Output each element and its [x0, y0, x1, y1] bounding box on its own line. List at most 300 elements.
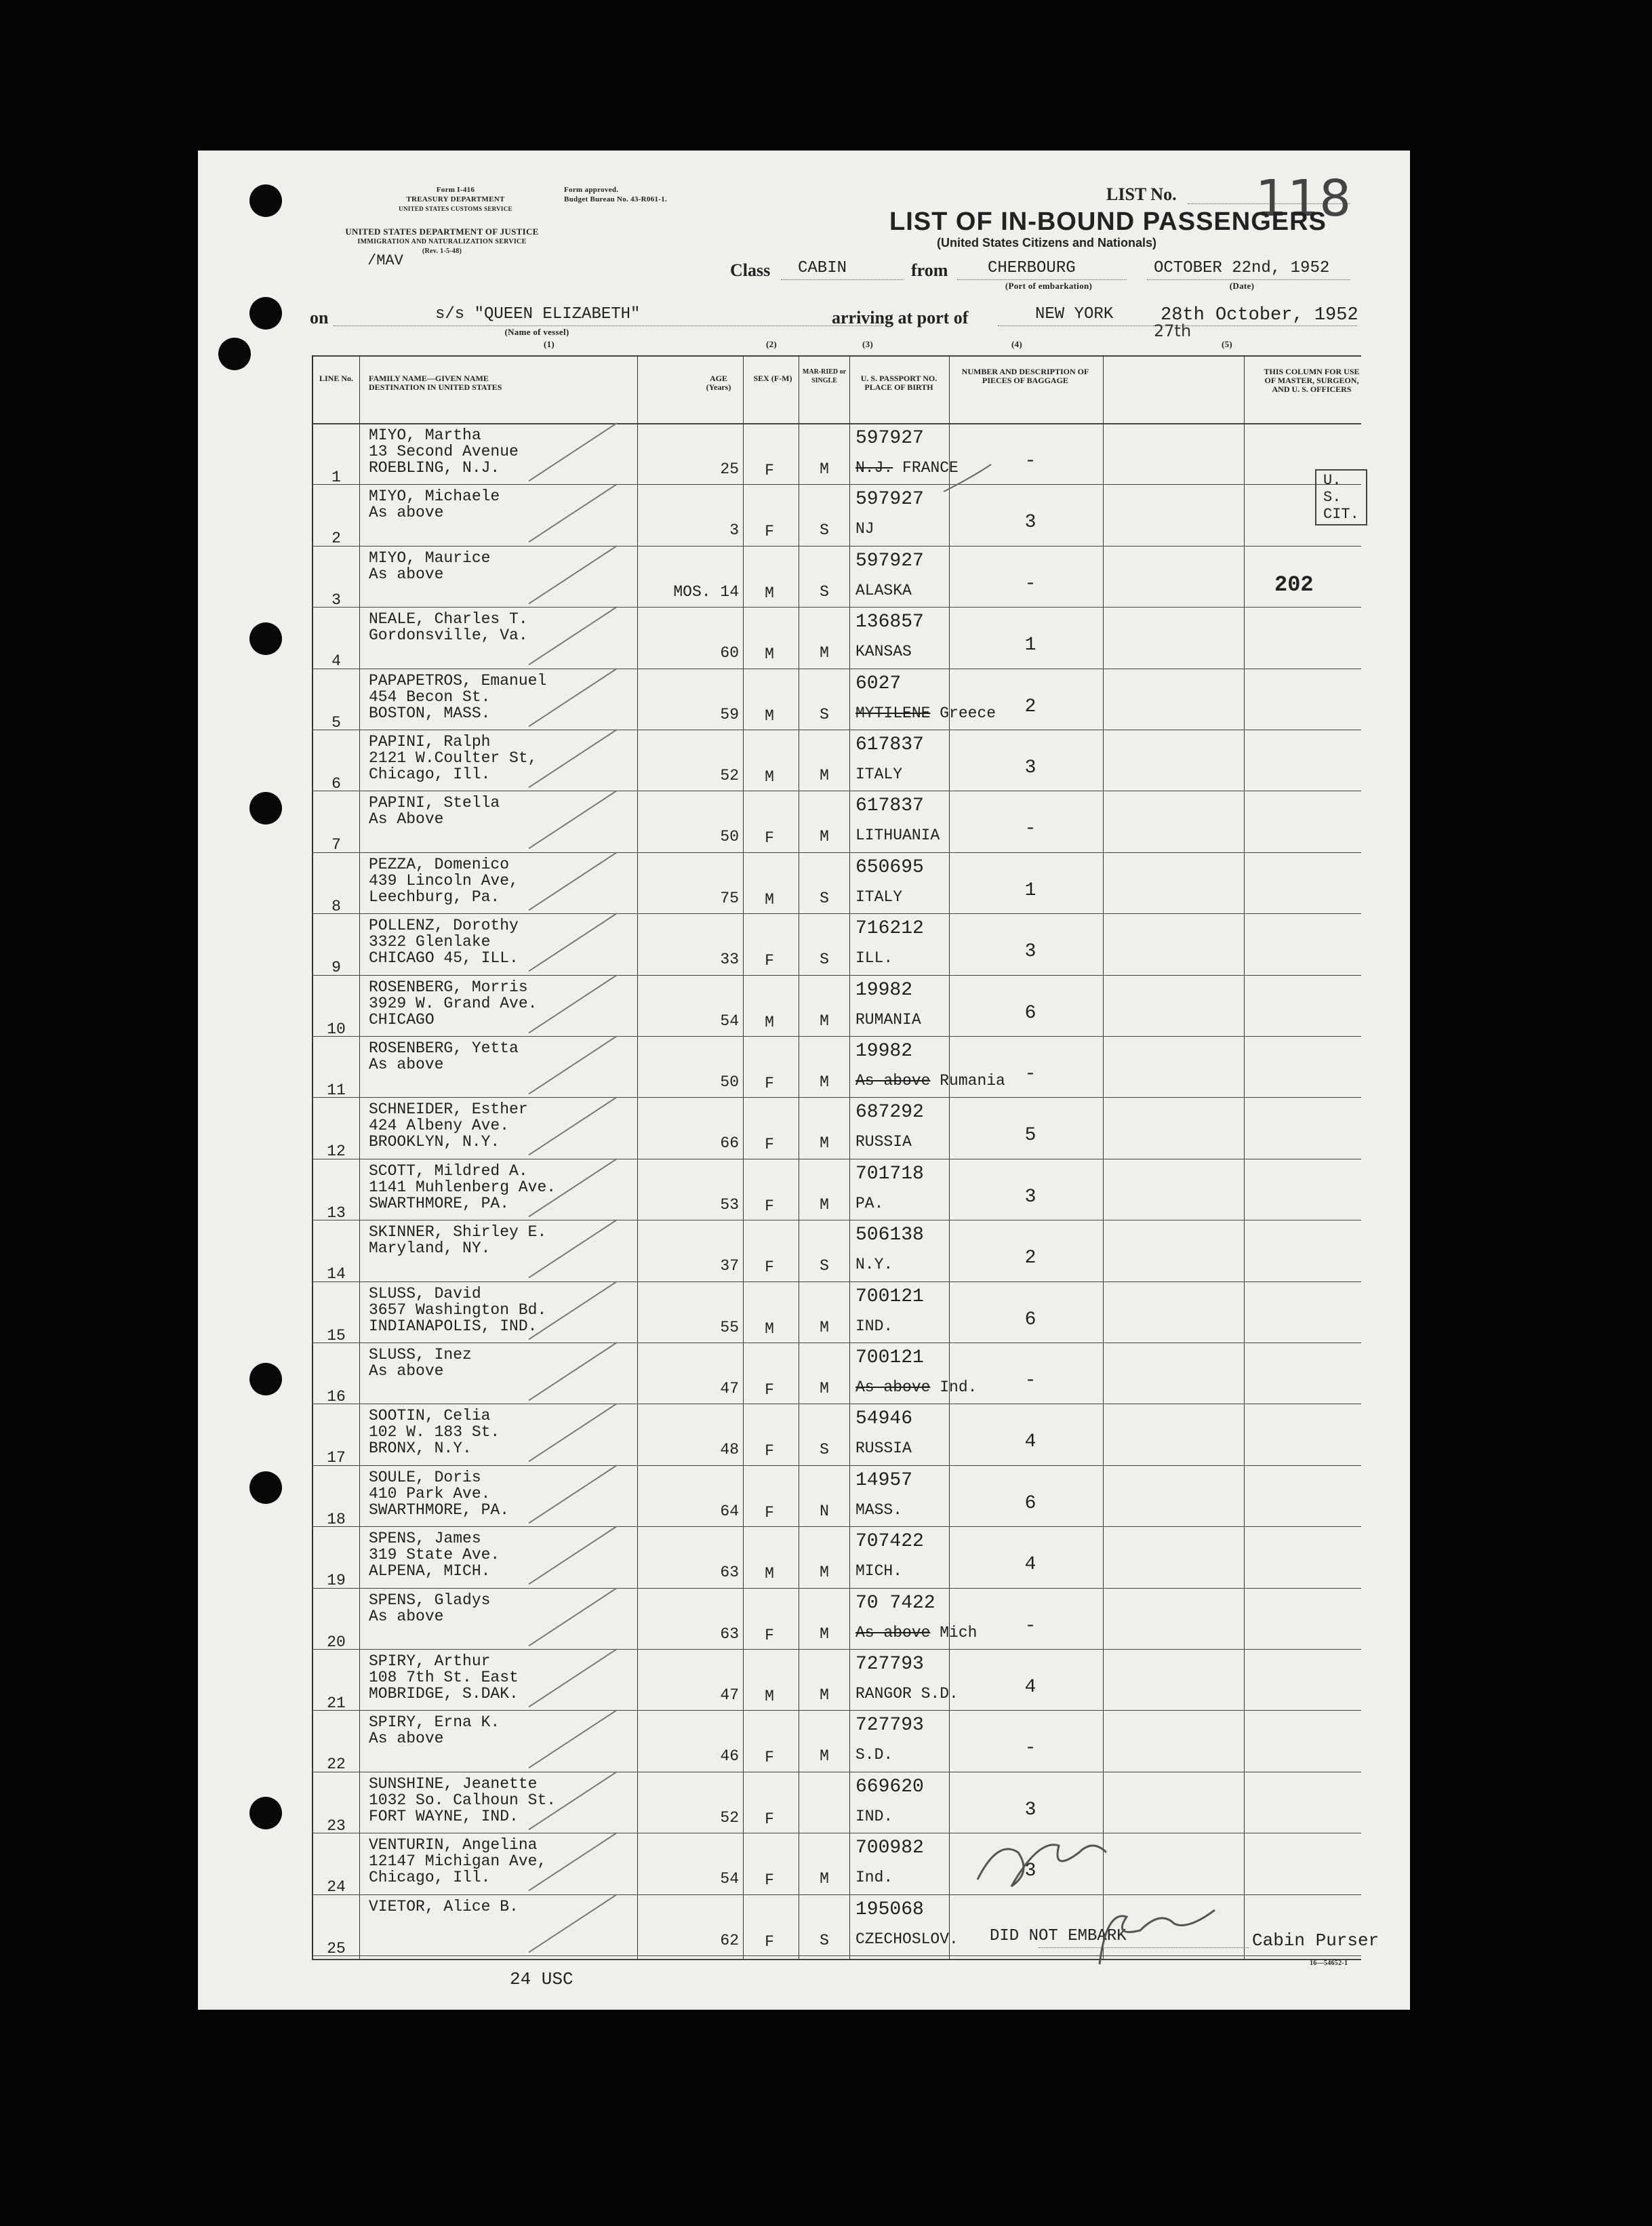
us-citizen-stamp: U. S. CIT. — [1315, 469, 1367, 525]
passport-number: 617837 — [855, 734, 924, 755]
passenger-name: SKINNER, Shirley E. — [369, 1223, 547, 1241]
passenger-sex: M — [765, 584, 774, 602]
destination-line-1: As above — [369, 504, 444, 522]
passenger-name: VIETOR, Alice B. — [369, 1897, 519, 1915]
destination-line-2: BOSTON, MASS. — [369, 704, 491, 722]
passenger-name: POLLENZ, Dorothy — [369, 917, 519, 935]
passport-number: 70 7422 — [855, 1592, 935, 1614]
passenger-age: 63 — [720, 1564, 739, 1582]
baggage-count: 5 — [1024, 1125, 1036, 1147]
baggage-count: 6 — [1024, 1492, 1036, 1514]
passenger-name: SOULE, Doris — [369, 1468, 481, 1486]
passenger-age: 46 — [720, 1747, 739, 1766]
passport-number: 707422 — [855, 1531, 924, 1553]
marital-status: M — [820, 1686, 829, 1704]
marital-status: S — [820, 889, 829, 907]
row-line-number: 19 — [327, 1572, 346, 1590]
class-label: Class — [730, 260, 771, 280]
passenger-sex: M — [765, 707, 774, 725]
row-line-number: 9 — [331, 959, 341, 977]
clerk-initials: /MAV — [367, 252, 403, 269]
passenger-sex: F — [765, 1932, 774, 1951]
page-subtitle: (United States Citizens and Nationals) — [937, 236, 1157, 250]
row-line-number: 11 — [327, 1081, 346, 1099]
form-number: Form I-416 — [436, 186, 475, 194]
passenger-sex: M — [765, 1013, 774, 1031]
row-line-number: 10 — [327, 1020, 346, 1038]
marital-status: M — [820, 1625, 829, 1643]
struck-place-of-birth: N.J. — [855, 459, 893, 477]
marital-status: M — [820, 1380, 829, 1397]
passport-number: 650695 — [855, 856, 924, 878]
place-of-birth-value: Ind. — [940, 1378, 978, 1396]
place-of-birth-value: LITHUANIA — [855, 827, 940, 845]
place-of-birth-value: ALASKA — [855, 581, 912, 599]
port-caption: (Port of embarkation) — [1005, 281, 1093, 291]
place-of-birth-value: Mich — [940, 1623, 978, 1642]
row-line-number: 23 — [327, 1816, 346, 1835]
passenger-sex: M — [765, 890, 774, 909]
struck-place-of-birth: As above — [855, 1378, 931, 1396]
header-baggage: NUMBER AND DESCRIPTION OF PIECES OF BAGGAGE — [961, 367, 1089, 385]
passenger-age: 52 — [720, 1808, 739, 1827]
passport-number: 14957 — [855, 1469, 913, 1491]
struck-place-of-birth: As above — [855, 1623, 931, 1642]
baggage-count: 6 — [1024, 1002, 1036, 1024]
passenger-sex: M — [765, 1319, 774, 1338]
destination-line-1: 102 W. 183 St. — [369, 1423, 500, 1442]
row-line-number: 12 — [327, 1142, 346, 1161]
baggage-count: - — [1024, 1064, 1036, 1085]
struck-place-of-birth: MYTILENE — [855, 704, 931, 722]
passenger-name: MIYO, Maurice — [369, 549, 491, 567]
passenger-sex: F — [765, 829, 774, 848]
passenger-age: 55 — [720, 1318, 739, 1336]
passenger-age: 37 — [720, 1257, 739, 1275]
marital-status: M — [820, 767, 829, 784]
passenger-age: 53 — [720, 1195, 739, 1214]
marital-status: S — [820, 582, 829, 601]
punch-hole — [249, 622, 282, 655]
punch-hole — [218, 338, 251, 370]
passenger-name: SPIRY, Arthur — [369, 1652, 491, 1670]
list-no-value: 118 — [1255, 170, 1352, 228]
destination-line-2: Chicago, Ill. — [369, 1869, 491, 1887]
baggage-count: 6 — [1024, 1309, 1036, 1330]
justice-label: UNITED STATES DEPARTMENT OF JUSTICE — [345, 226, 539, 237]
marital-status: M — [820, 1747, 829, 1766]
passenger-name: ROSENBERG, Yetta — [369, 1039, 519, 1057]
passenger-name: SUNSHINE, Jeanette — [369, 1774, 538, 1793]
place-of-birth-value: FRANCE — [902, 459, 959, 477]
destination-line-2: BRONX, N.Y. — [369, 1439, 472, 1458]
header-name: FAMILY NAME—GIVEN NAME DESTINATION IN UNITED STATES — [369, 374, 502, 392]
passenger-age: 25 — [720, 460, 739, 478]
marital-status: M — [820, 1564, 829, 1582]
destination-line-1: 319 State Ave. — [369, 1546, 500, 1564]
place-of-birth-value: CZECHOSLOV. — [855, 1930, 959, 1948]
signature-mark-1 — [978, 1845, 1106, 1886]
passenger-name: PAPINI, Stella — [369, 794, 500, 812]
footer-code: 16—54652-1 — [1310, 1960, 1348, 1967]
arriving-label: arriving at port of — [832, 308, 969, 327]
did-not-embark: DID NOT EMBARK — [990, 1927, 1127, 1945]
row-line-number: 20 — [327, 1633, 346, 1651]
baggage-count: 3 — [1024, 512, 1036, 534]
handwriting-overlay — [198, 151, 1410, 2010]
destination-line-1: 3657 Washington Bd. — [369, 1300, 547, 1319]
col-num-1: (1) — [544, 339, 555, 349]
destination-line-1: 1141 Muhlenberg Ave. — [369, 1178, 557, 1196]
place-of-birth-value: RANGOR S.D. — [855, 1685, 959, 1703]
passenger-age: 66 — [720, 1134, 739, 1153]
arrival-port: NEW YORK — [1035, 305, 1114, 323]
header-age: AGE (Years) — [706, 374, 731, 392]
row-line-number: 2 — [331, 530, 341, 548]
place-of-birth-value: RUSSIA — [855, 1133, 912, 1151]
marital-status: S — [820, 705, 829, 723]
marital-status: M — [820, 1870, 829, 1888]
marital-status: M — [820, 1012, 829, 1030]
passport-number: 617837 — [855, 795, 924, 817]
passenger-age: 47 — [720, 1380, 739, 1397]
row-line-number: 1 — [331, 469, 341, 486]
row-line-number: 15 — [327, 1326, 346, 1345]
passenger-sex: F — [765, 462, 774, 479]
destination-line-2: CHICAGO — [369, 1010, 435, 1029]
col-num-3: (3) — [862, 339, 874, 349]
place-of-birth-value: PA. — [855, 1194, 884, 1212]
passenger-name: SPENS, James — [369, 1530, 481, 1548]
budget-bureau: Budget Bureau No. 43-R061-1. — [564, 195, 668, 203]
arrival-date: 28th October, 1952 — [1161, 305, 1358, 325]
passenger-sex: M — [765, 1688, 774, 1705]
row-line-number: 17 — [327, 1449, 346, 1467]
marital-status: M — [820, 1318, 829, 1336]
destination-line-2: BROOKLYN, N.Y. — [369, 1133, 500, 1151]
destination-line-1: As above — [369, 1730, 444, 1748]
passenger-name: SCHNEIDER, Esther — [369, 1100, 528, 1119]
from-value: CHERBOURG — [988, 259, 1076, 277]
list-no-label: LIST No. — [1106, 184, 1177, 204]
manifest-page — [198, 151, 1410, 2010]
passenger-sex: F — [765, 1075, 774, 1092]
struck-place-of-birth: As above — [855, 1072, 931, 1090]
passenger-sex: F — [765, 1136, 774, 1154]
punch-hole — [249, 1797, 282, 1829]
marital-status: M — [820, 1134, 829, 1153]
place-of-birth-value: Rumania — [940, 1072, 1005, 1090]
passenger-age: 33 — [720, 951, 739, 969]
passenger-name: SPENS, Gladys — [369, 1591, 491, 1609]
passenger-sex: F — [765, 1258, 774, 1277]
destination-line-1: 439 Lincoln Ave, — [369, 871, 519, 890]
passport-number: 700982 — [855, 1837, 924, 1859]
baggage-count: 3 — [1024, 1799, 1036, 1821]
passenger-age: 75 — [720, 889, 739, 907]
passport-number: 727793 — [855, 1654, 924, 1675]
passenger-sex: F — [765, 1503, 774, 1522]
destination-line-1: Maryland, NY. — [369, 1239, 491, 1258]
marital-status: N — [820, 1502, 829, 1520]
passenger-age: 48 — [720, 1441, 739, 1459]
row-line-number: 7 — [331, 836, 341, 854]
marital-status: M — [820, 828, 829, 846]
ins-label: IMMIGRATION AND NATURALIZATION SERVICE — [357, 238, 527, 245]
passenger-sex: F — [765, 1381, 774, 1399]
row-line-number: 5 — [331, 713, 341, 732]
header-line: LINE No. — [319, 374, 353, 383]
on-label: on — [310, 308, 329, 327]
place-of-birth-value: Greece — [940, 704, 996, 722]
destination-line-1: 2121 W.Coulter St, — [369, 749, 538, 767]
marital-status: S — [820, 1441, 829, 1459]
destination-line-2: CHICAGO 45, ILL. — [369, 949, 519, 968]
destination-line-2: ROEBLING, N.J. — [369, 459, 500, 477]
passenger-sex: F — [765, 1626, 774, 1644]
row-line-number: 16 — [327, 1388, 346, 1406]
passport-number: 727793 — [855, 1715, 924, 1736]
destination-line-1: 424 Albeny Ave. — [369, 1117, 510, 1135]
baggage-count: 3 — [1024, 941, 1036, 963]
destination-line-2: SWARTHMORE, PA. — [369, 1194, 510, 1212]
row-line-number: 13 — [327, 1204, 346, 1222]
place-of-birth-value: MICH. — [855, 1562, 903, 1581]
footer-usc: 24 USC — [510, 1969, 573, 1989]
passport-number: 136857 — [855, 612, 924, 633]
passport-number: 701718 — [855, 1163, 924, 1185]
destination-line-1: As above — [369, 1056, 444, 1073]
baggage-count: 4 — [1024, 1431, 1036, 1453]
baggage-count: - — [1024, 1615, 1036, 1637]
passenger-name: ROSENBERG, Morris — [369, 978, 528, 996]
passport-number: 597927 — [855, 428, 924, 449]
baggage-count: 3 — [1024, 757, 1036, 778]
marital-status: M — [820, 460, 829, 478]
destination-line-1: 108 7th St. East — [369, 1669, 519, 1686]
place-of-birth-value: Ind. — [855, 1869, 893, 1887]
header-married: MAR-RIED or SINGLE — [802, 368, 847, 384]
place-of-birth-value: ITALY — [855, 766, 903, 783]
col-num-5: (5) — [1222, 339, 1233, 349]
passenger-sex: F — [765, 1810, 774, 1828]
date-caption: (Date) — [1229, 281, 1255, 291]
destination-line-2: FORT WAYNE, IND. — [369, 1807, 519, 1825]
baggage-count: 1 — [1024, 635, 1036, 656]
header-sex: SEX (F-M) — [753, 374, 792, 383]
place-of-birth-value: RUSSIA — [855, 1439, 912, 1458]
passenger-name: PAPAPETROS, Emanuel — [369, 671, 547, 690]
baggage-count: - — [1024, 818, 1036, 840]
marital-status: S — [820, 521, 829, 540]
punch-hole — [249, 792, 282, 824]
passenger-sex: F — [765, 1442, 774, 1460]
place-of-birth-value: S.D. — [855, 1746, 893, 1764]
destination-line-1: 410 Park Ave. — [369, 1484, 491, 1503]
passenger-name: PAPINI, Ralph — [369, 733, 491, 751]
passport-number: 6027 — [855, 673, 902, 694]
passenger-name: MIYO, Martha — [369, 426, 481, 444]
header-passport: U. S. PASSPORT NO. PLACE OF BIRTH — [860, 374, 938, 392]
pencil-check — [944, 464, 991, 492]
baggage-count: 1 — [1024, 879, 1036, 901]
row-line-number: 6 — [331, 775, 341, 793]
destination-line-1: 12147 Michigan Ave, — [369, 1852, 547, 1871]
passenger-age: 3 — [729, 521, 739, 540]
destination-line-1: 3322 Glenlake — [369, 933, 491, 951]
destination-line-2: INDIANAPOLIS, IND. — [369, 1317, 538, 1335]
destination-line-2: Chicago, Ill. — [369, 766, 491, 783]
passenger-age: 52 — [720, 767, 739, 784]
destination-line-1: As above — [369, 565, 444, 583]
passenger-sex: F — [765, 952, 774, 970]
punch-hole — [249, 297, 282, 330]
passport-number: 195068 — [855, 1899, 924, 1920]
baggage-count: 4 — [1024, 1554, 1036, 1576]
passenger-age: 50 — [720, 828, 739, 846]
passenger-count: 202 — [1274, 572, 1314, 597]
place-of-birth-value: N.Y. — [855, 1256, 893, 1274]
row-line-number: 22 — [327, 1755, 346, 1774]
baggage-count: - — [1024, 573, 1036, 595]
baggage-count: 4 — [1024, 1677, 1036, 1698]
col-num-2: (2) — [766, 339, 778, 349]
row-line-number: 14 — [327, 1265, 346, 1284]
form-approved: Form approved. — [564, 186, 619, 194]
baggage-count: - — [1024, 1370, 1036, 1391]
row-line-number: 18 — [327, 1510, 346, 1528]
baggage-count: - — [1024, 451, 1036, 472]
passenger-sex: F — [765, 1749, 774, 1767]
destination-line-1: 1032 So. Calhoun St. — [369, 1791, 557, 1809]
destination-line-1: Gordonsville, Va. — [369, 627, 528, 645]
passenger-sex: M — [765, 645, 774, 664]
destination-line-1: 454 Becon St. — [369, 688, 491, 706]
from-label: from — [911, 260, 948, 280]
row-line-number: 21 — [327, 1694, 346, 1712]
passport-number: 700121 — [855, 1347, 924, 1368]
col-num-4: (4) — [1011, 339, 1023, 349]
passenger-age: 59 — [720, 705, 739, 723]
passport-number: 687292 — [855, 1102, 924, 1124]
vessel-name: s/s "QUEEN ELIZABETH" — [435, 305, 641, 323]
place-of-birth-value: IND. — [855, 1807, 893, 1825]
destination-line-1: 13 Second Avenue — [369, 443, 519, 460]
place-of-birth-value: MASS. — [855, 1500, 903, 1519]
arrival-date-correction: 27th — [1154, 321, 1192, 340]
passenger-sex: M — [765, 768, 774, 786]
passenger-name: NEALE, Charles T. — [369, 610, 528, 629]
vessel-caption: (Name of vessel) — [504, 327, 569, 337]
passenger-sex: F — [765, 1197, 774, 1215]
passport-number: 597927 — [855, 550, 924, 572]
passenger-age: 47 — [720, 1686, 739, 1704]
passenger-name: PEZZA, Domenico — [369, 855, 510, 873]
place-of-birth-value: ILL. — [855, 949, 893, 968]
punch-hole — [249, 1363, 282, 1395]
passenger-sex: F — [765, 1871, 774, 1890]
place-of-birth-value: KANSAS — [855, 643, 912, 661]
passenger-age: 54 — [720, 1012, 739, 1030]
place-of-birth-value: ITALY — [855, 888, 903, 906]
passenger-name: SLUSS, Inez — [369, 1346, 472, 1364]
destination-line-2: MOBRIDGE, S.DAK. — [369, 1685, 519, 1703]
class-value: CABIN — [798, 259, 847, 277]
purser-label: Cabin Purser — [1252, 1930, 1379, 1951]
passport-number: 597927 — [855, 489, 924, 511]
baggage-count: 3 — [1024, 1186, 1036, 1208]
passenger-sex: M — [765, 1565, 774, 1583]
passenger-age: 54 — [720, 1870, 739, 1888]
row-line-number: 8 — [331, 897, 341, 915]
marital-status: S — [820, 1257, 829, 1275]
passenger-name: SLUSS, David — [369, 1284, 481, 1303]
baggage-count: 2 — [1024, 1248, 1036, 1269]
destination-line-2: ALPENA, MICH. — [369, 1562, 491, 1581]
passenger-age: MOS. 14 — [673, 582, 739, 601]
row-line-number: 24 — [327, 1878, 346, 1896]
customs-label: UNITED STATES CUSTOMS SERVICE — [399, 205, 512, 212]
baggage-count: 3 — [1024, 1861, 1036, 1882]
marital-status: M — [820, 644, 829, 662]
page-title: LIST OF IN-BOUND PASSENGERS — [889, 207, 1327, 236]
header-officers: THIS COLUMN FOR USE OF MASTER, SURGEON, AND U. S. OFFICERS — [1264, 367, 1360, 394]
passenger-age: 63 — [720, 1625, 739, 1643]
passport-number: 506138 — [855, 1225, 924, 1246]
departure-date: OCTOBER 22nd, 1952 — [1154, 259, 1330, 277]
passport-number: 700121 — [855, 1286, 924, 1307]
destination-line-1: 3929 W. Grand Ave. — [369, 994, 538, 1012]
passenger-name: SPIRY, Erna K. — [369, 1713, 500, 1732]
row-line-number: 3 — [331, 591, 341, 609]
place-of-birth-value: RUMANIA — [855, 1010, 921, 1029]
marital-status: M — [820, 1073, 829, 1091]
passenger-name: SCOTT, Mildred A. — [369, 1161, 528, 1180]
marital-status: M — [820, 1195, 829, 1214]
passport-number: 716212 — [855, 918, 924, 940]
destination-line-1: As above — [369, 1362, 444, 1380]
passenger-age: 62 — [720, 1931, 739, 1949]
marital-status: S — [820, 1931, 829, 1949]
destination-line-1: As above — [369, 1607, 444, 1625]
marital-status: S — [820, 951, 829, 969]
passport-number: 19982 — [855, 1041, 913, 1062]
passport-number: 669620 — [855, 1776, 924, 1797]
passenger-sex: F — [765, 523, 774, 541]
row-line-number: 25 — [327, 1939, 346, 1957]
passport-number: 19982 — [855, 979, 913, 1001]
passenger-name: VENTURIN, Angelina — [369, 1836, 538, 1854]
passenger-age: 60 — [720, 644, 739, 662]
row-line-number: 4 — [331, 652, 341, 671]
place-of-birth-value: IND. — [855, 1317, 893, 1335]
baggage-count: 2 — [1024, 696, 1036, 717]
punch-hole — [249, 184, 282, 217]
destination-line-1: As Above — [369, 810, 444, 829]
passenger-name: MIYO, Michaele — [369, 488, 500, 506]
treasury-label: TREASURY DEPARTMENT — [406, 195, 505, 203]
destination-line-2: Leechburg, Pa. — [369, 888, 500, 906]
passport-number: 54946 — [855, 1408, 913, 1430]
passenger-name: SOOTIN, Celia — [369, 1407, 491, 1425]
passenger-age: 64 — [720, 1502, 739, 1520]
revision: (Rev. 1-5-48) — [422, 247, 462, 255]
punch-hole — [249, 1471, 282, 1504]
place-of-birth-value: NJ — [855, 520, 874, 538]
baggage-count: - — [1024, 1738, 1036, 1760]
passenger-age: 50 — [720, 1073, 739, 1091]
destination-line-2: SWARTHMORE, PA. — [369, 1500, 510, 1519]
